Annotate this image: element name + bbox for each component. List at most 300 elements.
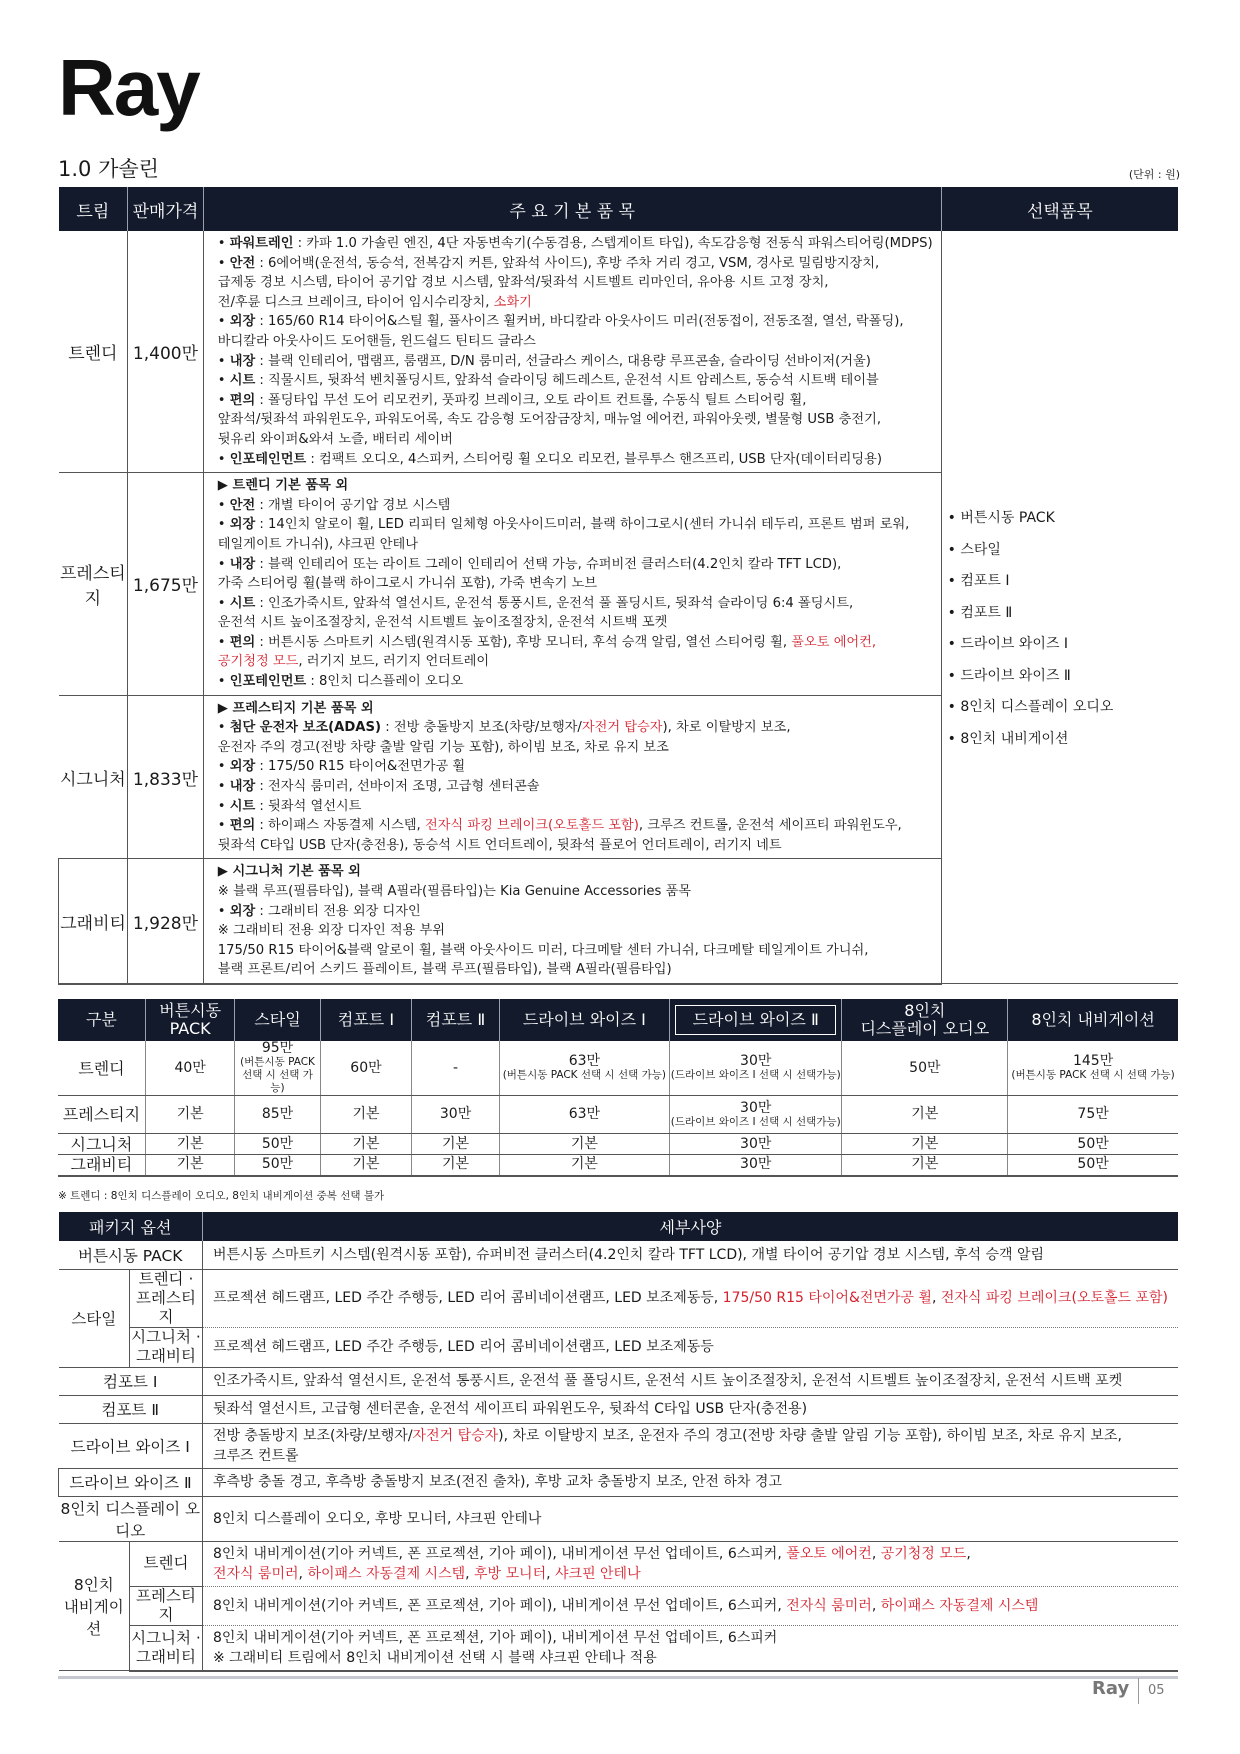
trim-price: 1,833만 [128, 695, 204, 859]
text-run: 8인치 내비게이션(기아 커넥트, 폰 프로젝션, 기아 페이), 내비게이션 무선 업데이트, 6스피커, [212, 1545, 787, 1562]
detail-line [213, 1245, 1168, 1265]
text-run: • [217, 720, 230, 736]
feature-line [218, 757, 933, 777]
category-label: 시트 [229, 798, 256, 814]
option-price-cell [235, 1041, 320, 1096]
section-heading: ▶ 시그니처 기본 품목 외 [217, 864, 361, 880]
section-heading: ▶ 프레스티지 기본 품목 외 [217, 700, 374, 716]
package-name: 스타일 [59, 1269, 130, 1367]
text-run: ※ 블랙 루프(필름타입), 블랙 A필라(필름타입)는 Kia Genuine Accessories 품목 [217, 884, 692, 899]
package-sub-trim: 트렌디 · 프레스티지 [130, 1269, 203, 1327]
package-sub-row [59, 1625, 1179, 1671]
option-header-cell: 드라이브 와이즈 Ⅰ [499, 999, 669, 1041]
text-run: 바디칼라 아웃사이드 도어핸들, 윈드쉴드 틴티드 글라스 [217, 333, 536, 349]
text-run: • [217, 373, 230, 389]
text-run: : 개별 타이어 공기압 경보 시스템 [255, 497, 451, 513]
text-run: 전방 충돌방지 보조(차량/보행자/ [212, 1427, 413, 1444]
feature-line [218, 672, 933, 692]
text-run: ), 차로 이탈방지 보조, 운전자 주의 경고(전방 차량 출발 알림 기능 포함), 하이빔 보조, 차로 유지 보조, [498, 1427, 1122, 1444]
text-run: 뒷좌석 C타입 USB 단자(충전용), 동승석 시트 언더트레이, 뒷좌석 플로어 언더트레이, 러기지 네트 [217, 837, 782, 853]
highlight-text: 풀오토 에어컨 [786, 1545, 872, 1562]
package-detail [202, 1269, 1178, 1327]
option-price-cell [235, 1155, 320, 1176]
option-price-cell [669, 1096, 841, 1134]
feature-line [218, 574, 933, 594]
text-run: , [871, 1545, 881, 1562]
text-run: , [966, 1545, 971, 1562]
text-run: • [217, 556, 230, 572]
feature-line [218, 633, 933, 653]
detail-line [213, 1399, 1168, 1419]
text-run: • [217, 674, 230, 690]
package-row [59, 1496, 1179, 1541]
feature-line [218, 450, 933, 470]
feature-line [218, 777, 933, 797]
text-run: 후측방 충돌 경고, 후측방 충돌방지 보조(전진 출차), 후방 교차 충돌방지 보조, 안전 하차 경고 [212, 1474, 782, 1490]
category-label: 외장 [229, 759, 256, 775]
trim-price: 1,928만 [128, 859, 204, 984]
price-value: 기본 [352, 1106, 380, 1122]
category-label: 안전 [229, 497, 256, 513]
text-run: : 하이패스 자동결제 시스템, [255, 818, 425, 834]
highlight-text: 샤크핀 안테나 [555, 1565, 641, 1582]
category-label: 외장 [229, 314, 256, 330]
trim-name: 그래비티 [59, 859, 128, 984]
highlight-text: 하이패스 자동결제 시스템 [307, 1565, 466, 1582]
trim-features [203, 473, 941, 696]
option-price-cell [1008, 1096, 1178, 1134]
detail-line [213, 1509, 1168, 1529]
option-price-cell [1008, 1041, 1178, 1096]
text-run: , 러기지 보드, 러기지 언더트레이 [298, 654, 490, 670]
package-row [59, 1423, 1179, 1468]
text-run: : 165/60 R14 타이어&스틸 휠, 풀사이즈 휠커버, 바디칼라 아웃사이드 미러(전동접이, 전동조절, 열선, 락폴딩), [255, 314, 904, 330]
category-label: 시트 [229, 595, 256, 611]
text-run: • [217, 818, 230, 834]
price-value: 50만 [909, 1059, 941, 1076]
text-run: : 뒷좌석 열선시트 [255, 798, 362, 814]
option-price-cell [320, 1134, 412, 1155]
option-header-cell: 스타일 [235, 999, 320, 1041]
category-label: 편의 [229, 634, 256, 650]
highlight-text: 자전거 탑승자 [581, 720, 663, 736]
trim-features [203, 859, 941, 984]
text-run: • [217, 236, 230, 251]
feature-line [218, 332, 933, 352]
option-price-cell [320, 1041, 412, 1096]
text-run: • [217, 595, 230, 611]
optional-item: • 드라이브 와이즈 Ⅱ [947, 667, 1071, 684]
option-price-cell [145, 1041, 235, 1096]
price-value: 기본 [570, 1135, 598, 1152]
option-price-cell [1008, 1155, 1178, 1176]
package-table-header [59, 1212, 1179, 1241]
optional-item: • 스타일 [947, 541, 1001, 558]
highlight-text: 전자식 파킹 브레이크(오토홀드 포함) [424, 818, 639, 834]
text-run: : 카파 1.0 가솔린 엔진, 4단 자동변속기(수동겸용, 스텝게이트 타입), 속도감응형 전동식 파워스티어링(MDPS) [293, 236, 933, 251]
text-run: • [217, 255, 230, 271]
highlight-text: 공기청정 모드 [217, 654, 299, 670]
highlight-text: 자전거 탑승자 [412, 1427, 499, 1444]
highlight-text: 전자식 파킹 브레이크(오토홀드 포함) [940, 1290, 1168, 1306]
price-condition: (드라이브 와이즈 Ⅰ 선택 시 선택가능) [670, 1115, 841, 1128]
option-header-cell: 드라이브 와이즈 Ⅱ [669, 999, 841, 1041]
price-value: 기본 [176, 1106, 204, 1122]
highlight-text: 전자식 룸미러 [212, 1565, 299, 1582]
text-run: 블랙 프론트/리어 스키드 플레이트, 블랙 루프(필름타입), 블랙 A필라(필름타입) [217, 962, 672, 978]
feature-line [218, 652, 933, 672]
price-value: 30만 [740, 1156, 772, 1173]
option-price-cell [412, 1041, 499, 1096]
text-run: 앞좌석/뒷좌석 파워윈도우, 파워도어록, 속도 감응형 도어잠금장치, 매뉴얼 에어컨, 파워아웃렛, 별물형 USB 충전기, [217, 412, 882, 428]
detail-line [213, 1337, 1168, 1357]
package-detail [202, 1625, 1178, 1671]
detail-line [213, 1426, 1168, 1446]
option-price-cell [669, 1134, 841, 1155]
price-value: 30만 [740, 1099, 772, 1116]
trim-name: 프레스티지 [59, 473, 128, 696]
feature-line [218, 496, 933, 516]
option-price-cell [145, 1096, 235, 1134]
option-price-cell [669, 1155, 841, 1176]
feature-line [218, 312, 933, 332]
package-row [59, 1468, 1179, 1496]
feature-line [218, 902, 933, 922]
option-price-cell [499, 1155, 669, 1176]
text-run: : 14인치 알로이 휠, LED 리피터 일체형 아웃사이드미러, 블랙 하이그로시(센터 가니쉬 테두리, 프론트 범퍼 로워, [255, 517, 910, 533]
feature-line [218, 941, 933, 961]
package-row [59, 1367, 1179, 1395]
trim-name: 시그니처 [59, 695, 128, 859]
category-label: 편의 [229, 818, 256, 834]
price-value: 기본 [911, 1135, 939, 1152]
text-run: 급제동 경보 시스템, 타이어 공기압 경보 시스템, 앞좌석/뒷좌석 시트벨트 리마인더, 유아용 시트 고정 장치, [217, 275, 829, 291]
option-price-cell [412, 1134, 499, 1155]
package-header-cell: 패키지 옵션 [59, 1212, 203, 1241]
price-condition: (버튼시동 PACK 선택 시 선택 가능) [1011, 1069, 1175, 1081]
option-price-cell [842, 1041, 1008, 1096]
text-run: : 전자식 룸미러, 선바이저 조명, 고급형 센터콘솔 [255, 779, 540, 795]
feature-line [218, 921, 933, 941]
text-run: • [217, 314, 230, 330]
detail-line [213, 1596, 1168, 1616]
text-run: , [871, 1597, 881, 1614]
text-run: ), 차로 이탈방지 보조, [662, 720, 791, 736]
feature-line [218, 699, 933, 719]
option-price-cell [499, 1041, 669, 1096]
package-sub-row [59, 1269, 1179, 1327]
highlight-text: 소화기 [493, 294, 532, 310]
feature-line [218, 882, 933, 902]
text-run: 프로젝션 헤드램프, LED 주간 주행등, LED 리어 콤비네이션램프, LED 보조제동등 [212, 1339, 714, 1355]
text-run: : 인조가죽시트, 앞좌석 열선시트, 운전석 통풍시트, 운전석 풀 폴딩시트, 뒷좌석 슬라이딩 6:4 폴딩시트, [255, 595, 854, 611]
option-row-trim: 시그니처 [58, 1134, 145, 1155]
feature-line [218, 234, 933, 254]
option-price-cell [842, 1096, 1008, 1134]
category-label: 외장 [229, 517, 256, 533]
package-row [59, 1241, 1179, 1269]
option-row-trim: 그래비티 [58, 1155, 145, 1176]
price-value: 50만 [261, 1156, 294, 1173]
option-price-cell [412, 1096, 499, 1134]
text-run: • [217, 451, 230, 467]
option-price-cell [235, 1134, 320, 1155]
price-value: 75만 [1077, 1106, 1109, 1122]
brand-title: Ray [58, 43, 199, 132]
package-sub-trim: 트렌디 [130, 1541, 203, 1586]
price-value: 63만 [568, 1053, 601, 1069]
feature-line [218, 613, 933, 633]
feature-line [218, 555, 933, 575]
package-detail [202, 1327, 1178, 1367]
price-value: 50만 [261, 1135, 294, 1152]
optional-item: • 버튼시동 PACK [947, 510, 1055, 526]
feature-line [218, 862, 933, 882]
trim-features [203, 231, 941, 473]
category-label: 편의 [229, 392, 256, 408]
text-run: • [217, 798, 230, 814]
option-price-row [58, 1041, 1178, 1096]
text-run: : 175/50 R15 타이어&전면가공 휠 [255, 759, 466, 775]
option-price-cell [145, 1155, 235, 1176]
option-price-cell [842, 1134, 1008, 1155]
package-header-cell: 세부사양 [202, 1212, 1178, 1241]
optional-item: • 컴포트 Ⅱ [947, 604, 1013, 621]
package-sub-row [59, 1586, 1179, 1625]
text-run: 버튼시동 스마트키 시스템(원격시동 포함), 슈퍼비전 클러스터(4.2인치 칼라 TFT LCD), 개별 타이어 공기압 경보 시스템, 후석 승객 알림 [212, 1246, 1045, 1263]
option-header-cell: 구분 [58, 999, 145, 1041]
package-name: 버튼시동 PACK [59, 1241, 203, 1269]
text-run: 8인치 디스플레이 오디오, 후방 모니터, 샤크핀 안테나 [212, 1510, 542, 1527]
package-detail [202, 1496, 1178, 1541]
option-header-cell: 8인치 내비게이션 [1008, 999, 1178, 1041]
option-price-cell [499, 1134, 669, 1155]
price-value: 기본 [176, 1156, 204, 1173]
option-row-trim: 트렌디 [58, 1041, 145, 1096]
package-name: 컴포트 Ⅱ [59, 1395, 203, 1423]
option-header-cell: 컴포트 Ⅰ [320, 999, 412, 1041]
price-value: 기본 [570, 1156, 598, 1173]
feature-line [218, 738, 933, 758]
price-value: 30만 [740, 1053, 772, 1069]
category-label: 외장 [229, 903, 256, 919]
package-sub-trim: 시그니처 · 그래비티 [130, 1625, 203, 1671]
feature-line [218, 960, 933, 980]
header-cell: 판매가격 [128, 187, 204, 231]
category-label: 안전 [229, 255, 256, 271]
price-value: 63만 [568, 1106, 601, 1122]
header-cell: 트림 [59, 187, 128, 231]
package-detail [202, 1468, 1178, 1496]
text-run: • [217, 497, 230, 513]
option-price-cell [320, 1096, 412, 1134]
text-run: 인조가죽시트, 앞좌석 열선시트, 운전석 통풍시트, 운전석 풀 폴딩시트, 운전석 시트 높이조절장치, 운전석 시트벨트 높이조절장치, 운전석 시트백 포켓 [212, 1373, 1123, 1389]
text-run: • [217, 634, 230, 650]
text-run: : 컴팩트 오디오, 4스피커, 스티어링 휠 오디오 리모컨, 블루투스 핸즈프리, USB 단자(데이터리딩용) [306, 451, 883, 467]
text-run: 175/50 R15 타이어&블랙 알로이 휠, 블랙 아웃사이드 미러, 다크메탈 센터 가니쉬, 다크메탈 테일게이트 가니쉬, [217, 942, 869, 958]
text-run: : 그래비티 전용 외장 디자인 [255, 903, 421, 919]
option-price-cell [235, 1096, 320, 1134]
highlight-text: 공기청정 모드 [880, 1545, 967, 1562]
detail-line [213, 1564, 1168, 1584]
price-value: - [453, 1059, 459, 1076]
feature-line [218, 797, 933, 817]
price-value: 50만 [1077, 1135, 1109, 1152]
trim-row [59, 231, 1179, 473]
text-run: : 직물시트, 뒷좌석 벤치폴딩시트, 앞좌석 슬라이딩 헤드레스트, 운전석 시트 암레스트, 동승석 시트백 테이블 [255, 373, 879, 389]
package-table [58, 1212, 1178, 1672]
package-detail [202, 1541, 1178, 1586]
feature-line [218, 594, 933, 614]
text-run: 뒷좌석 열선시트, 고급형 센터콘솔, 운전석 세이프티 파워윈도우, 뒷좌석 C타입 USB 단자(충전용) [212, 1401, 808, 1417]
package-detail [202, 1395, 1178, 1423]
option-row-trim: 프레스티지 [58, 1096, 145, 1134]
optional-item: • 8인치 내비게이션 [947, 730, 1069, 747]
category-label: 내장 [229, 353, 256, 369]
package-row [59, 1395, 1179, 1423]
footer-divider [58, 1676, 1178, 1679]
package-detail [202, 1586, 1178, 1625]
option-price-cell [669, 1041, 841, 1096]
feature-line [218, 535, 933, 555]
package-sub-trim: 시그니처 · 그래비티 [131, 1328, 201, 1365]
price-value: 85만 [261, 1106, 294, 1122]
text-run: ※ 그래비티 트림에서 8인치 내비게이션 선택 시 블랙 샤크핀 안테나 적용 [212, 1649, 657, 1666]
text-run: 운전자 주의 경고(전방 차량 출발 알림 기능 포함), 하이빔 보조, 차로 유지 보조 [217, 739, 669, 755]
package-sub-row [59, 1541, 1179, 1586]
price-value: 50만 [1077, 1156, 1109, 1173]
text-run: , [298, 1565, 308, 1582]
price-value: 30만 [740, 1135, 772, 1152]
price-value: 기본 [352, 1135, 380, 1152]
price-value: 95만 [261, 1040, 294, 1056]
price-value: 145만 [1072, 1053, 1114, 1069]
text-run: ※ 그래비티 전용 외장 디자인 적용 부위 [217, 923, 446, 939]
price-value: 60만 [350, 1059, 382, 1076]
feature-line [218, 430, 933, 450]
detail-line [213, 1288, 1168, 1308]
feature-line [218, 836, 933, 856]
text-run: • [217, 759, 230, 775]
text-run: , [465, 1565, 475, 1582]
text-run: : 8인치 디스플레이 오디오 [306, 674, 464, 690]
text-run: 테일게이트 가니쉬), 샤크핀 안테나 [217, 536, 419, 552]
package-name: 드라이브 와이즈 Ⅰ [59, 1423, 203, 1468]
text-run: • [217, 353, 230, 369]
footer-separator [1138, 1678, 1139, 1704]
trim-features [203, 695, 941, 859]
price-value: 기본 [911, 1106, 939, 1122]
option-price-cell [842, 1155, 1008, 1176]
option-price-cell [499, 1096, 669, 1134]
text-run: • [217, 392, 230, 408]
package-sub-row [59, 1327, 1179, 1367]
price-condition: (버튼시동 PACK 선택 시 선택 가능) [240, 1056, 315, 1094]
page-number: 05 [1148, 1683, 1165, 1698]
text-run: 프로젝션 헤드램프, LED 주간 주행등, LED 리어 콤비네이션램프, LED 보조제동등, [212, 1290, 723, 1306]
package-name: 8인치 내비게이션 [59, 1541, 130, 1671]
option-price-cell [145, 1134, 235, 1155]
package-name: 드라이브 와이즈 Ⅱ [59, 1468, 203, 1496]
text-run: 운전석 시트 높이조절장치, 운전석 시트벨트 높이조절장치, 운전석 시트백 포켓 [217, 615, 668, 631]
section-heading: ▶ 트렌디 기본 품목 외 [217, 478, 349, 494]
unit-note: (단위 : 원) [1128, 168, 1180, 181]
price-value: 기본 [911, 1156, 939, 1173]
feature-line [218, 391, 933, 411]
category-label: 내장 [229, 556, 256, 572]
package-detail [202, 1241, 1178, 1269]
feature-line [218, 293, 933, 313]
package-sub-trim: 프레스티지 [130, 1586, 203, 1625]
feature-line [218, 476, 933, 496]
text-run: • [217, 517, 230, 533]
text-run: : 폴딩타입 무선 도어 리모컨키, 풋파킹 브레이크, 오토 라이트 컨트롤, 수동식 틸트 스티어링 휠, [255, 392, 807, 408]
option-price-cell [320, 1155, 412, 1176]
package-name: 8인치 디스플레이 오디오 [59, 1496, 203, 1541]
category-label: 시트 [229, 373, 256, 389]
feature-line [218, 352, 933, 372]
package-detail [202, 1423, 1178, 1468]
header-cell: 선택품목 [941, 187, 1178, 231]
category-label: 인포테인먼트 [229, 674, 307, 690]
feature-line [218, 816, 933, 836]
detail-line [213, 1648, 1168, 1668]
detail-line [213, 1472, 1168, 1492]
trim-table [58, 187, 1178, 985]
text-run: : 6에어백(운전석, 동승석, 전복감지 커튼, 앞좌석 사이드), 후방 주차 거리 경고, VSM, 경사로 밀림방지장치, [255, 255, 880, 271]
text-run: 크루즈 컨트롤 [212, 1447, 299, 1464]
trim-price: 1,675만 [128, 473, 204, 696]
option-price-header [58, 999, 1178, 1041]
option-price-cell [1008, 1134, 1178, 1155]
highlight-text: 전자식 룸미러 [786, 1597, 872, 1614]
option-header-cell: 버튼시동 PACK [145, 999, 235, 1041]
option-header-cell: 컴포트 Ⅱ [412, 999, 499, 1041]
optional-item: • 컴포트 Ⅰ [947, 573, 1010, 589]
text-run: : 전방 충돌방지 보조(차량/보행자/ [381, 720, 582, 736]
highlight-text: 하이패스 자동결제 시스템 [880, 1597, 1039, 1614]
engine-label: 1.0 가솔린 [58, 157, 159, 181]
detail-line [213, 1446, 1168, 1466]
text-run: • [217, 903, 230, 919]
price-value: 기본 [352, 1156, 380, 1173]
text-run: , 크루즈 컨트롤, 운전석 세이프티 파워윈도우, [638, 818, 902, 834]
price-value: 40만 [174, 1059, 206, 1076]
detail-line [213, 1371, 1168, 1391]
highlight-text: 175/50 R15 타이어&전면가공 휠 [722, 1290, 932, 1306]
text-run: 8인치 내비게이션(기아 커넥트, 폰 프로젝션, 기아 페이), 내비게이션 무선 업데이트, 6스피커, [212, 1597, 787, 1614]
package-name: 컴포트 Ⅰ [59, 1367, 203, 1395]
text-run: • [217, 779, 230, 795]
option-note: ※ 트렌디 : 8인치 디스플레이 오디오, 8인치 내비게이션 중복 선택 불가 [58, 1190, 385, 1202]
feature-line [218, 410, 933, 430]
price-value: 기본 [442, 1135, 470, 1152]
category-label: 첨단 운전자 보조(ADAS) [229, 720, 382, 736]
footer-brand: Ray [1092, 1678, 1130, 1699]
option-price-row [58, 1134, 1178, 1155]
trim-table-header [59, 187, 1179, 231]
text-run: 가죽 스티어링 휠(블랙 하이그로시 가니쉬 포함), 가죽 변속기 노브 [217, 576, 597, 592]
option-header-cell: 8인치 디스플레이 오디오 [842, 999, 1008, 1041]
header-cell: 주 요 기 본 품 목 [203, 187, 941, 231]
option-price-table [58, 999, 1178, 1177]
optional-items [941, 231, 1178, 984]
package-detail [202, 1367, 1178, 1395]
highlight-text: 풀오토 에어컨, [791, 634, 877, 650]
text-run: : 블랙 인테리어, 맵램프, 룸램프, D/N 룸미러, 선글라스 케이스, 대용량 루프콘솔, 슬라이딩 선바이저(거울) [255, 353, 871, 369]
category-label: 내장 [229, 779, 256, 795]
optional-item: • 드라이브 와이즈 Ⅰ [947, 636, 1069, 652]
